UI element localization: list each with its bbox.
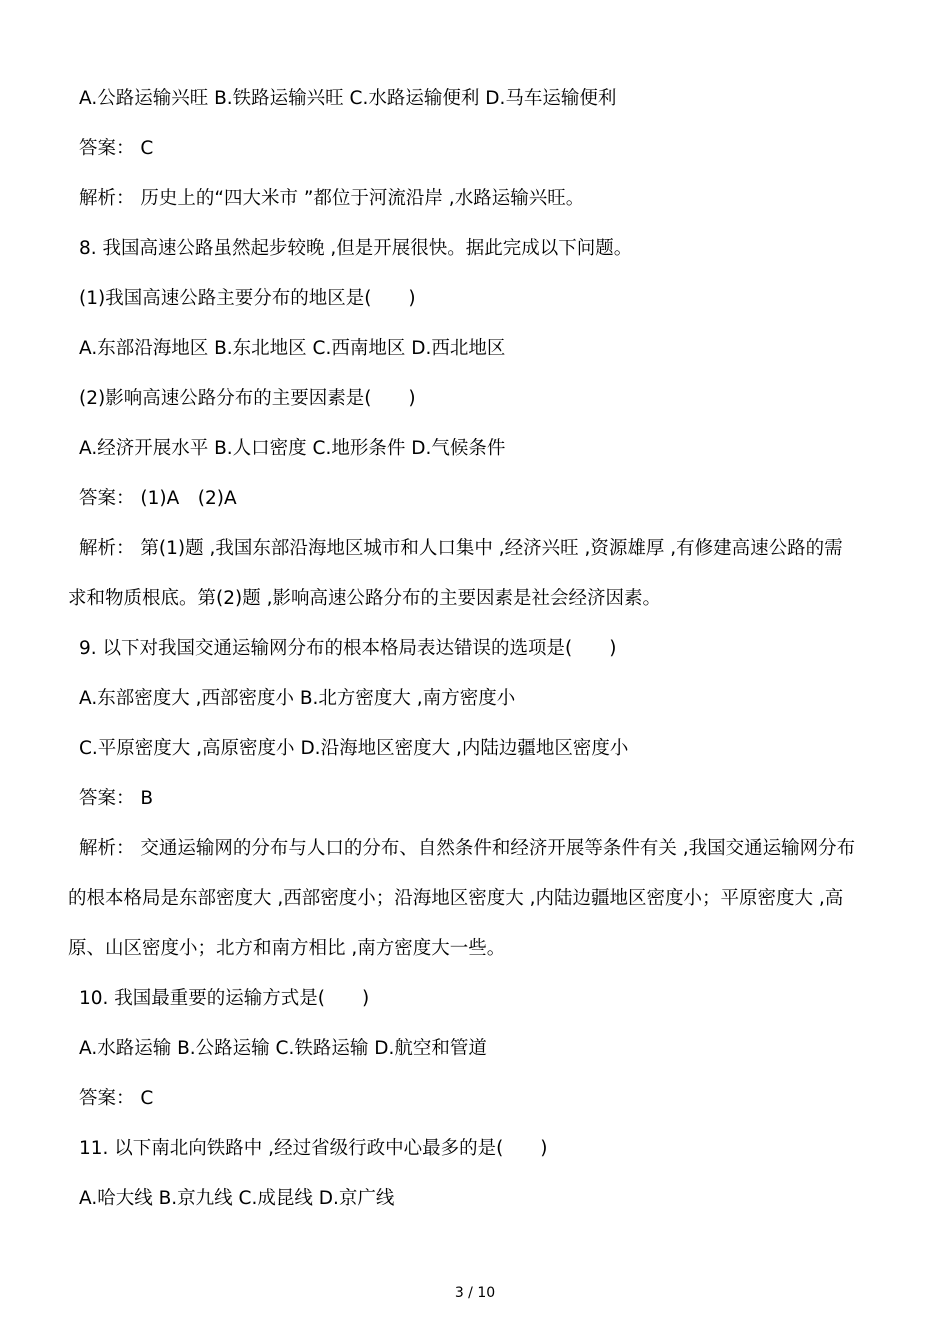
answer-line: 答案： (1)A (2)A [79, 488, 237, 509]
option-line: C.平原密度大 ,高原密度小 D.沿海地区密度大 ,内陆边疆地区密度小 [79, 738, 629, 759]
option-line: A.公路运输兴旺 B.铁路运输兴旺 C.水路运输便利 D.马车运输便利 [79, 88, 617, 109]
page-number: 3 / 10 [454, 1285, 496, 1301]
analysis-line-continued: 的根本格局是东部密度大 ,西部密度小；沿海地区密度大 ,内陆边疆地区密度小；平原密度大 ,高 [68, 888, 844, 909]
question-8: 8. 我国高速公路虽然起步较晚 ,但是开展很快。据此完成以下问题。 [79, 238, 633, 259]
analysis-line: 解析： 历史上的“四大米市 ”都位于河流沿岸 ,水路运输兴旺。 [79, 188, 585, 209]
sub-question-8-2: (2)影响高速公路分布的主要因素是( ) [79, 388, 416, 409]
option-line: A.东部沿海地区 B.东北地区 C.西南地区 D.西北地区 [79, 338, 506, 359]
question-9: 9. 以下对我国交通运输网分布的根本格局表达错误的选项是( ) [79, 638, 617, 659]
analysis-line-continued: 原、山区密度小；北方和南方相比 ,南方密度大一些。 [68, 938, 506, 959]
option-line: A.哈大线 B.京九线 C.成昆线 D.京广线 [79, 1188, 395, 1209]
question-11: 11. 以下南北向铁路中 ,经过省级行政中心最多的是( ) [79, 1138, 548, 1159]
sub-question-8-1: (1)我国高速公路主要分布的地区是( ) [79, 288, 416, 309]
answer-line: 答案： C [79, 138, 154, 159]
analysis-line: 解析： 交通运输网的分布与人口的分布、自然条件和经济开展等条件有关 ,我国交通运输网分布 [79, 838, 856, 859]
analysis-line: 解析： 第(1)题 ,我国东部沿海地区城市和人口集中 ,经济兴旺 ,资源雄厚 ,有修建高速公路的需 [79, 538, 843, 559]
analysis-line-continued: 求和物质根底。第(2)题 ,影响高速公路分布的主要因素是社会经济因素。 [68, 588, 661, 609]
answer-line: 答案： C [79, 1088, 154, 1109]
option-line: A.水路运输 B.公路运输 C.铁路运输 D.航空和管道 [79, 1038, 487, 1059]
option-line: A.东部密度大 ,西部密度小 B.北方密度大 ,南方密度小 [79, 688, 516, 709]
question-10: 10. 我国最重要的运输方式是( ) [79, 988, 370, 1009]
answer-line: 答案： B [79, 788, 154, 809]
option-line: A.经济开展水平 B.人口密度 C.地形条件 D.气候条件 [79, 438, 506, 459]
